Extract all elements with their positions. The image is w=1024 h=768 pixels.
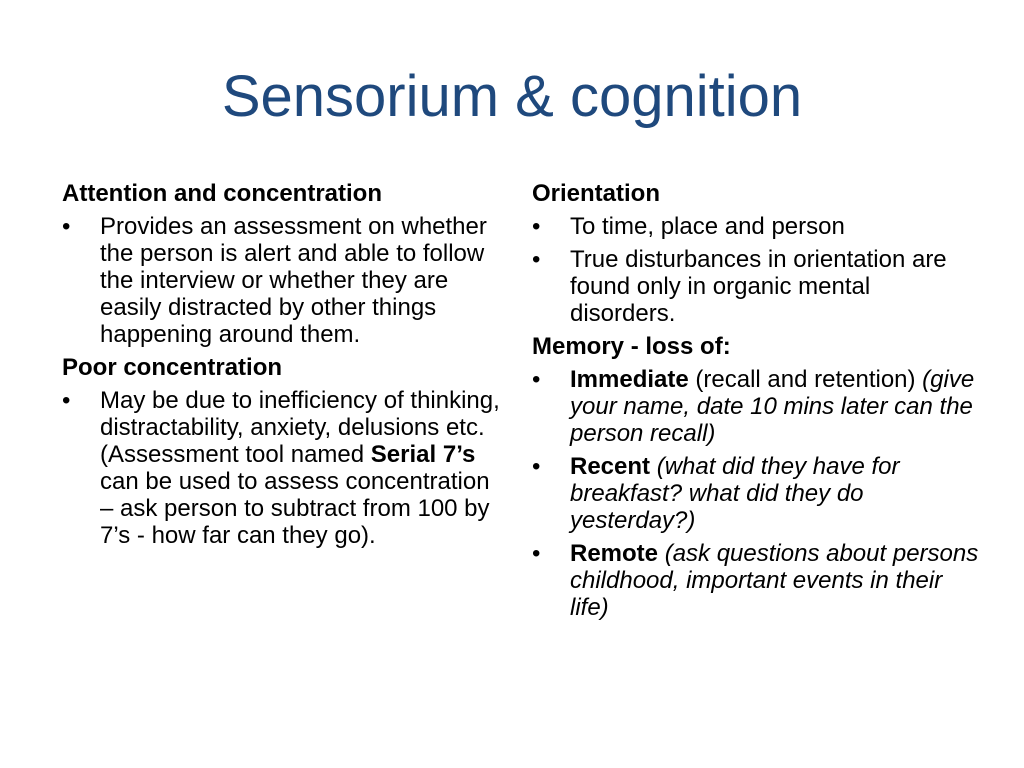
immediate-normal-text: (recall and retention) <box>688 366 923 393</box>
slide-title: Sensorium & cognition <box>221 64 803 129</box>
orientation-item-2: True disturbances in orientation are found only in organic mental disorders. <box>570 246 947 327</box>
bullet-icon: • <box>62 213 71 240</box>
orientation-item-1: To time, place and person <box>570 213 845 240</box>
memory-heading: Memory - loss of: <box>532 333 731 360</box>
serial-sevens-term: Serial 7’s <box>370 441 476 468</box>
poor-text-a: May be due to inefficiency of thinking, distractability, anxiety, delusions etc. (Assessment tool named <box>100 387 500 468</box>
attention-heading: Attention and concentration <box>62 180 382 207</box>
bullet-icon: • <box>532 453 541 480</box>
right-column <box>532 180 982 627</box>
list-item <box>532 246 982 327</box>
remote-term: Remote <box>570 540 659 567</box>
poor-text-b: can be used to assess concentration – ask person to subtract from 100 by 7’s - how far can they go). <box>100 468 490 549</box>
list-item <box>62 213 502 348</box>
list-item <box>62 387 502 549</box>
orientation-heading: Orientation <box>532 180 661 207</box>
list-item <box>532 540 982 621</box>
attention-text: Provides an assessment on whether the person is alert and able to follow the interview or whether they are easily distracted by other things happening around them. <box>100 213 487 348</box>
left-column <box>62 180 502 555</box>
immediate-term: Immediate <box>570 366 689 393</box>
bullet-icon: • <box>532 246 541 273</box>
list-item <box>532 366 982 447</box>
bullet-icon: • <box>532 213 541 240</box>
poor-concentration-heading: Poor concentration <box>62 354 283 381</box>
orientation-list <box>532 213 982 327</box>
bullet-icon: • <box>532 540 541 567</box>
list-item <box>532 453 982 534</box>
poor-concentration-list <box>62 387 502 549</box>
bullet-icon: • <box>62 387 71 414</box>
bullet-icon: • <box>532 366 541 393</box>
remote-italic-text: (ask questions about persons childhood, important events in their life) <box>570 540 979 621</box>
attention-list <box>62 213 502 348</box>
immediate-italic-text: (give your name, date 10 mins later can the person recall) <box>570 366 975 447</box>
recent-term: Recent <box>570 453 651 480</box>
list-item <box>532 213 982 240</box>
memory-list <box>532 366 982 621</box>
recent-italic-text: (what did they have for breakfast? what did they do yesterday?) <box>570 453 900 534</box>
